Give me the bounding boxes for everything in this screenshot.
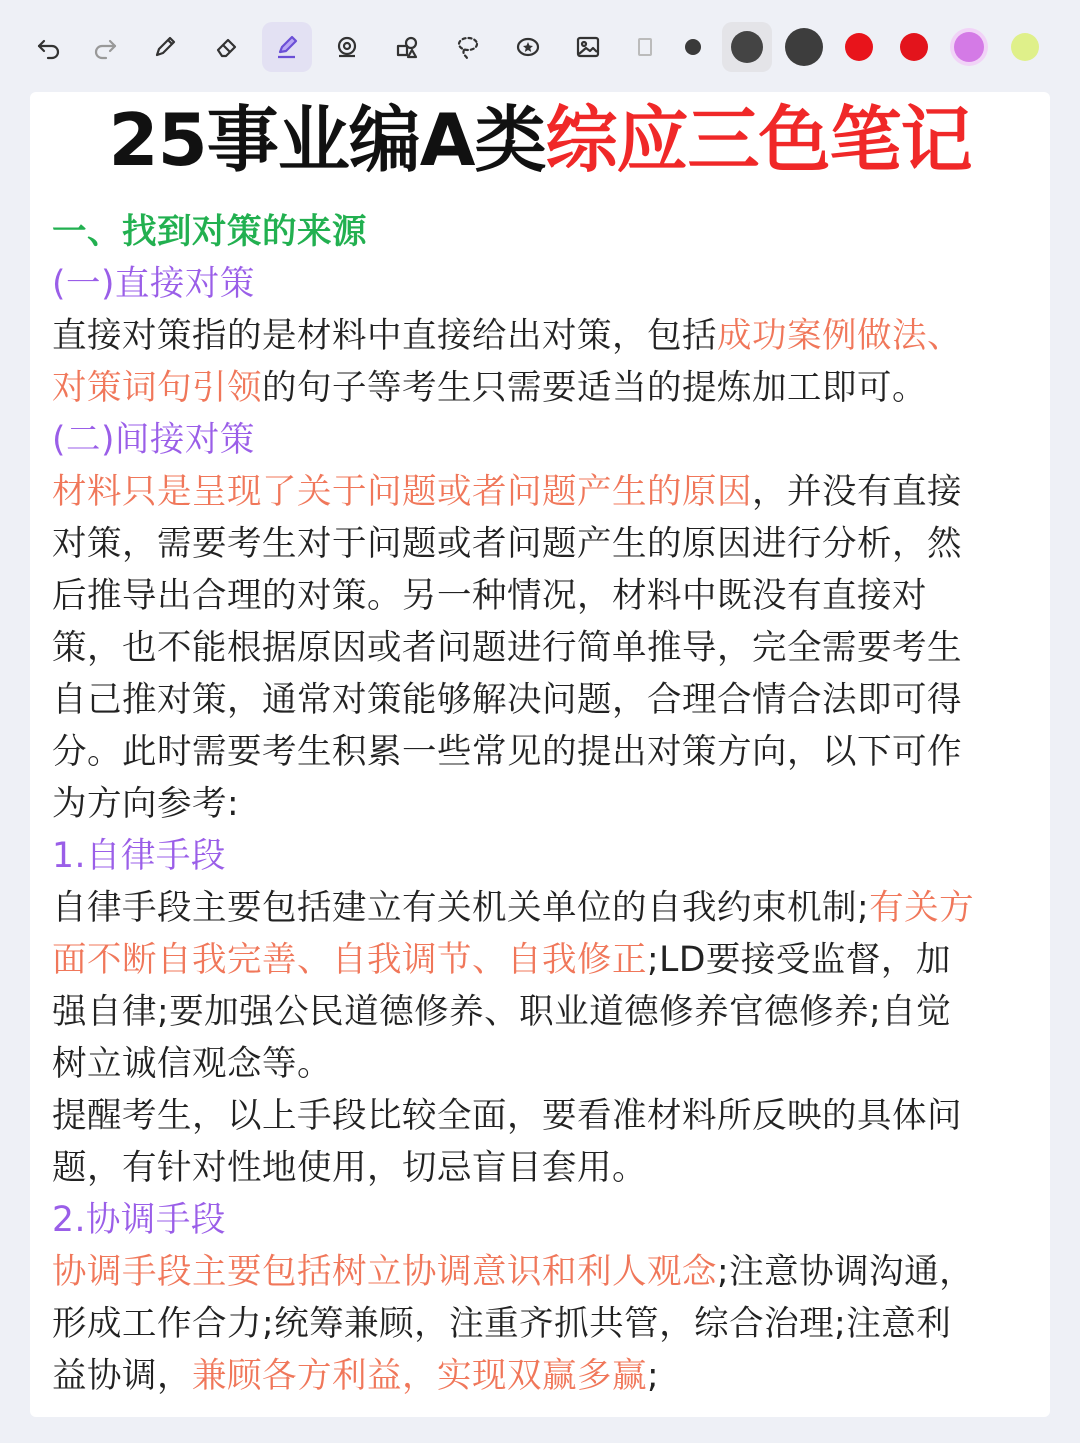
highlight-text: 成功案例做法、 bbox=[717, 316, 962, 356]
sticker-icon[interactable] bbox=[503, 22, 553, 72]
color-swatch-medium-black[interactable] bbox=[722, 22, 772, 72]
text-box-icon[interactable] bbox=[620, 22, 670, 72]
paragraph-line: 形成工作合力;统筹兼顾，注重齐抓共管，综合治理;注意利 bbox=[52, 1304, 952, 1344]
highlight-text: 材料只是呈现了关于问题或者问题产生的原因 bbox=[52, 472, 752, 512]
paragraph-line: 材料只是呈现了关于问题或者问题产生的原因，并没有直接 bbox=[52, 472, 962, 512]
paragraph-line: 协调手段主要包括树立协调意识和利人观念;注意协调沟通， bbox=[52, 1252, 975, 1292]
paragraph-line: 题，有针对性地使用，切忌盲目套用。 bbox=[52, 1148, 647, 1188]
paragraph-line: 树立诚信观念等。 bbox=[52, 1044, 332, 1084]
color-swatch-small-black[interactable] bbox=[668, 22, 718, 72]
highlighter-icon[interactable] bbox=[262, 22, 312, 72]
color-swatch-red[interactable] bbox=[834, 22, 884, 72]
title-red: 综应三色笔记 bbox=[545, 98, 972, 182]
highlight-text: 面不断自我完善、自我调节、自我修正 bbox=[52, 940, 647, 980]
paragraph-line: 对策，需要考生对于问题或者问题产生的原因进行分析，然 bbox=[52, 524, 962, 564]
paragraph-line: 提醒考生，以上手段比较全面，要看准材料所反映的具体问 bbox=[52, 1096, 962, 1136]
title-black: 25事业编A类 bbox=[108, 98, 546, 182]
page-title bbox=[0, 95, 1080, 185]
section-heading: 一、找到对策的来源 bbox=[52, 212, 367, 252]
undo-icon[interactable] bbox=[24, 22, 74, 72]
paragraph-line: 益协调，兼顾各方利益，实现双赢多赢; bbox=[52, 1356, 660, 1396]
paragraph-line: 面不断自我完善、自我调节、自我修正;LD要接受监督，加 bbox=[52, 940, 951, 980]
subheading: (二)间接对策 bbox=[52, 420, 255, 460]
paragraph-line: 分。此时需要考生积累一些常见的提出对策方向，以下可作 bbox=[52, 732, 962, 772]
paragraph-line: 后推导出合理的对策。另一种情况，材料中既没有直接对 bbox=[52, 576, 927, 616]
pen-icon[interactable] bbox=[140, 22, 190, 72]
redo-icon[interactable] bbox=[80, 22, 130, 72]
subheading: (一)直接对策 bbox=[52, 264, 255, 304]
subheading: 1.自律手段 bbox=[52, 836, 226, 876]
paragraph-line: 直接对策指的是材料中直接给出对策，包括成功案例做法、 bbox=[52, 316, 962, 356]
paragraph-line: 为方向参考: bbox=[52, 784, 240, 824]
paragraph-line: 对策词句引领的句子等考生只需要适当的提炼加工即可。 bbox=[52, 368, 927, 408]
image-icon[interactable] bbox=[563, 22, 613, 72]
highlight-text: 兼顾各方利益，实现双赢多赢 bbox=[192, 1356, 647, 1396]
color-swatch-red-2[interactable] bbox=[889, 22, 939, 72]
highlight-text: 协调手段主要包括树立协调意识和利人观念 bbox=[52, 1252, 717, 1292]
shapes-icon[interactable] bbox=[382, 22, 432, 72]
shape-recognize-icon[interactable] bbox=[322, 22, 372, 72]
color-swatch-yellow-green[interactable] bbox=[1000, 22, 1050, 72]
color-swatch-large-black[interactable] bbox=[779, 22, 829, 72]
paragraph-line: 强自律;要加强公民道德修养、职业道德修养官德修养;自觉 bbox=[52, 992, 952, 1032]
eraser-icon[interactable] bbox=[202, 22, 252, 72]
subheading: 2.协调手段 bbox=[52, 1200, 226, 1240]
toolbar bbox=[0, 0, 1080, 92]
paragraph-line: 策，也不能根据原因或者问题进行简单推导，完全需要考生 bbox=[52, 628, 962, 668]
paragraph-line: 自律手段主要包括建立有关机关单位的自我约束机制;有关方 bbox=[52, 888, 975, 928]
highlight-text: 对策词句引领 bbox=[52, 368, 262, 408]
highlight-text: 有关方 bbox=[869, 888, 975, 928]
color-swatch-purple[interactable] bbox=[944, 22, 994, 72]
paragraph-line: 自己推对策，通常对策能够解决问题，合理合情合法即可得 bbox=[52, 680, 962, 720]
lasso-icon[interactable] bbox=[443, 22, 493, 72]
note-content bbox=[52, 206, 1037, 1402]
